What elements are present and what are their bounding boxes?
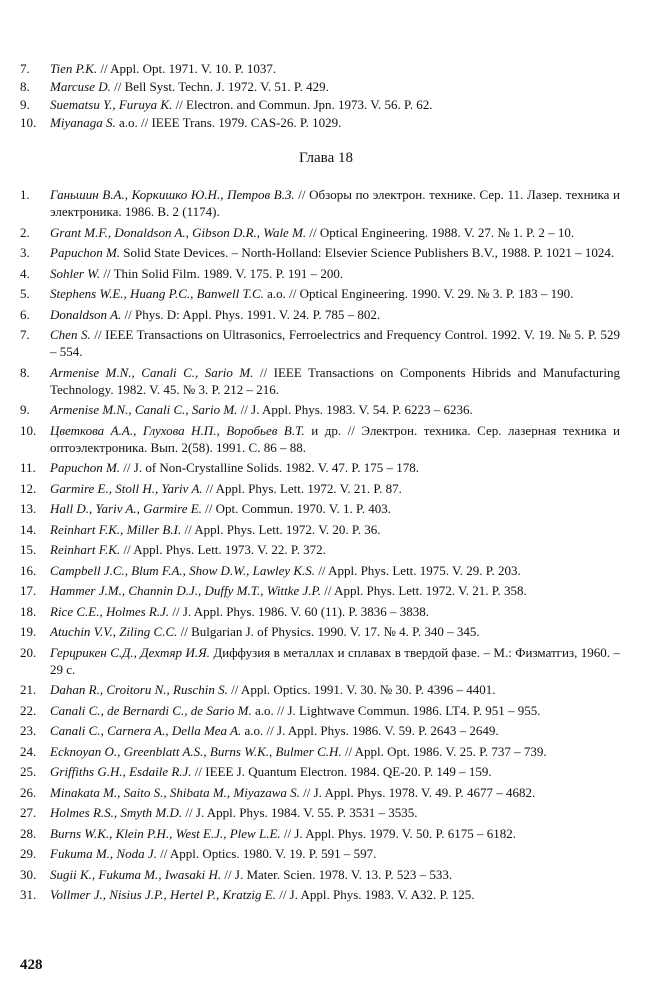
reference-authors: Holmes R.S., Smyth M.D. bbox=[50, 805, 183, 820]
reference-number: 1. bbox=[20, 187, 30, 202]
reference-source: // Appl. Phys. Lett. 1975. V. 29. P. 203. bbox=[315, 562, 521, 578]
reference-item bbox=[20, 521, 620, 538]
reference-number: 3. bbox=[20, 245, 30, 260]
reference-source: a.o. // J. Appl. Phys. 1986. V. 59. P. 2643 – 2649. bbox=[241, 723, 499, 738]
reference-source: // Opt. Commun. 1970. V. 1. P. 403. bbox=[201, 501, 392, 516]
page-number: 428 bbox=[20, 957, 43, 973]
reference-source: и др. // Электрон. техника. Сер. лазерная техника и оптоэлектроника. Вып. 2(58). 1991. С. 86 – 88. bbox=[50, 422, 620, 455]
reference-number: 16. bbox=[20, 562, 37, 578]
reference-authors: Цветкова А.А., Глухова Н.П., Воробьев В.Т. bbox=[50, 422, 305, 438]
reference-number: 20. bbox=[20, 644, 37, 660]
reference-source: // Thin Solid Film. 1989. V. 175. P. 191 – 200. bbox=[100, 265, 344, 281]
reference-item bbox=[20, 186, 620, 220]
reference-source: // Optical Engineering. 1988. V. 27. № 1. P. 2 – 10. bbox=[306, 224, 575, 240]
reference-number: 30. bbox=[20, 866, 37, 882]
reference-source: // J. Appl. Phys. 1983. V. 54. P. 6223 – 6236. bbox=[237, 402, 473, 417]
reference-number: 28. bbox=[20, 825, 37, 841]
reference-item bbox=[20, 265, 620, 282]
reference-authors: Minakata M., Saito S., Shibata M., Miyazawa S. bbox=[50, 784, 300, 800]
reference-source: // Appl. Phys. Lett. 1973. V. 22. P. 372. bbox=[120, 542, 326, 557]
reference-item bbox=[20, 623, 620, 640]
reference-authors: Marcuse D. bbox=[50, 79, 111, 94]
reference-number: 10. bbox=[20, 115, 37, 130]
reference-number: 6. bbox=[20, 306, 30, 322]
reference-item bbox=[20, 866, 620, 883]
reference-item bbox=[20, 114, 620, 132]
reference-source: a.o. // J. Lightwave Commun. 1986. LT4. P. 951 – 955. bbox=[251, 702, 541, 718]
reference-authors: Ecknoyan O., Greenblatt A.S., Burns W.K., Bulmer C.H. bbox=[50, 743, 342, 759]
reference-source: // J. Appl. Phys. 1979. V. 50. P. 6175 – 6182. bbox=[280, 825, 517, 841]
reference-authors: Canali C., Carnera A., Della Mea A. bbox=[50, 723, 242, 738]
reference-item bbox=[20, 603, 620, 620]
reference-source: // Appl. Opt. 1971. V. 10. P. 1037. bbox=[97, 61, 277, 76]
reference-number: 5. bbox=[20, 286, 30, 301]
reference-source: // J. of Non-Crystalline Solids. 1982. V. 47. P. 175 – 178. bbox=[120, 460, 419, 475]
reference-item bbox=[20, 78, 620, 96]
reference-item bbox=[20, 500, 620, 517]
reference-number: 7. bbox=[20, 61, 30, 76]
reference-item bbox=[20, 541, 620, 558]
reference-number: 19. bbox=[20, 624, 37, 639]
reference-source: // Bulgarian J. of Physics. 1990. V. 17. № 4. P. 340 – 345. bbox=[177, 624, 480, 639]
reference-authors: Герцрикен С.Д., Дехтяр И.Я. bbox=[50, 644, 210, 660]
reference-number: 10. bbox=[20, 422, 37, 438]
reference-authors: Donaldson A. bbox=[50, 306, 122, 322]
reference-number: 4. bbox=[20, 265, 30, 281]
reference-number: 17. bbox=[20, 583, 37, 598]
reference-authors: Armenise M.N., Canali C., Sario M. bbox=[50, 364, 254, 380]
reference-source: // Appl. Phys. Lett. 1972. V. 21. P. 358. bbox=[321, 583, 527, 598]
reference-source: // Phys. D: Appl. Phys. 1991. V. 24. P. 785 – 802. bbox=[121, 306, 381, 322]
reference-item bbox=[20, 306, 620, 323]
reference-source: // Appl. Opt. 1986. V. 25. P. 737 – 739. bbox=[341, 743, 547, 759]
reference-item bbox=[20, 422, 620, 456]
reference-number: 27. bbox=[20, 805, 37, 820]
reference-item bbox=[20, 60, 620, 78]
reference-number: 24. bbox=[20, 743, 37, 759]
reference-source: // J. Appl. Phys. 1986. V. 60 (11). P. 3836 – 3838. bbox=[169, 603, 429, 619]
reference-authors: Ганьшин В.А., Коркишко Ю.Н., Петров В.З. bbox=[50, 187, 295, 202]
reference-item bbox=[20, 480, 620, 497]
reference-number: 2. bbox=[20, 224, 30, 240]
reference-number: 13. bbox=[20, 501, 37, 516]
reference-authors: Papuchon M. bbox=[50, 245, 121, 260]
reference-authors: Sohler W. bbox=[50, 265, 101, 281]
reference-source: // J. Appl. Phys. 1983. V. A32. P. 125. bbox=[275, 887, 475, 902]
reference-authors: Stephens W.E., Huang P.C., Banwell T.C. bbox=[50, 286, 264, 301]
reference-item bbox=[20, 285, 620, 302]
reference-item bbox=[20, 763, 620, 780]
reference-source: // J. Appl. Phys. 1984. V. 55. P. 3531 – 3535. bbox=[182, 805, 418, 820]
reference-number: 9. bbox=[20, 402, 30, 417]
reference-authors: Rice C.E., Holmes R.J. bbox=[50, 603, 170, 619]
reference-source: a.o. // IEEE Trans. 1979. CAS-26. P. 1029. bbox=[115, 115, 342, 130]
reference-item bbox=[20, 401, 620, 418]
reference-source: a.o. // Optical Engineering. 1990. V. 29. № 3. P. 183 – 190. bbox=[263, 286, 574, 301]
reference-authors: Chen S. bbox=[50, 327, 91, 342]
reference-authors: Canali C., de Bernardi C., de Sario M. bbox=[50, 702, 252, 718]
reference-item bbox=[20, 244, 620, 261]
reference-number: 15. bbox=[20, 542, 37, 557]
reference-source: // IEEE Transactions on Components Hibrids and Manufacturing Technology. 1982. V. 45. № 3. P. 212 – 216. bbox=[50, 364, 620, 397]
reference-authors: Reinhart F.K. bbox=[50, 542, 121, 557]
chapter-18-references bbox=[20, 186, 620, 907]
reference-source: // Appl. Optics. 1991. V. 30. № 30. P. 4396 – 4401. bbox=[227, 682, 496, 697]
reference-number: 7. bbox=[20, 327, 30, 342]
reference-authors: Hammer J.M., Channin D.J., Duffy M.T., Wittke J.P. bbox=[50, 583, 322, 598]
reference-number: 22. bbox=[20, 702, 37, 718]
reference-authors: Papuchon M. bbox=[50, 460, 121, 475]
reference-item bbox=[20, 825, 620, 842]
reference-source: // J. Appl. Phys. 1978. V. 49. P. 4677 – 4682. bbox=[299, 784, 536, 800]
chapter-heading: Глава 18 bbox=[299, 150, 353, 166]
reference-authors: Tien P.K. bbox=[50, 61, 98, 76]
reference-authors: Reinhart F.K., Miller B.I. bbox=[50, 521, 182, 537]
reference-authors: Grant M.F., Donaldson A., Gibson D.R., Wale M. bbox=[50, 224, 307, 240]
reference-number: 29. bbox=[20, 846, 37, 861]
reference-number: 26. bbox=[20, 784, 37, 800]
reference-item bbox=[20, 804, 620, 821]
reference-source: // IEEE J. Quantum Electron. 1984. QE-20. P. 149 – 159. bbox=[191, 764, 492, 779]
reference-number: 8. bbox=[20, 364, 30, 380]
reference-number: 8. bbox=[20, 79, 30, 94]
reference-number: 23. bbox=[20, 723, 37, 738]
reference-number: 12. bbox=[20, 480, 37, 496]
reference-source: // Appl. Phys. Lett. 1972. V. 21. P. 87. bbox=[202, 480, 402, 496]
reference-item bbox=[20, 644, 620, 678]
reference-source: // J. Mater. Scien. 1978. V. 13. P. 523 – 533. bbox=[221, 866, 453, 882]
reference-item bbox=[20, 743, 620, 760]
reference-authors: Miyanaga S. bbox=[50, 115, 116, 130]
reference-item bbox=[20, 224, 620, 241]
reference-source: Solid State Devices. – North-Holland: Elsevier Science Publishers B.V., 1988. P. 1021 – 1024. bbox=[120, 245, 615, 260]
reference-number: 25. bbox=[20, 764, 37, 779]
reference-authors: Griffiths G.H., Esdaile R.J. bbox=[50, 764, 192, 779]
reference-item bbox=[20, 702, 620, 719]
reference-item bbox=[20, 562, 620, 579]
previous-chapter-references bbox=[20, 60, 620, 132]
reference-number: 18. bbox=[20, 603, 37, 619]
reference-authors: Dahan R., Croitoru N., Ruschin S. bbox=[50, 682, 228, 697]
reference-authors: Campbell J.C., Blum F.A., Show D.W., Lawley K.S. bbox=[50, 562, 316, 578]
reference-source: // Electron. and Commun. Jpn. 1973. V. 56. P. 62. bbox=[172, 97, 433, 112]
reference-source: // Appl. Phys. Lett. 1972. V. 20. P. 36. bbox=[181, 521, 381, 537]
reference-source: // Appl. Optics. 1980. V. 19. P. 591 – 597. bbox=[156, 846, 377, 861]
reference-authors: Atuchin V.V., Ziling C.C. bbox=[50, 624, 178, 639]
reference-item bbox=[20, 784, 620, 801]
reference-authors: Suematsu Y., Furuya K. bbox=[50, 97, 173, 112]
reference-item bbox=[20, 886, 620, 903]
reference-authors: Fukuma M., Noda J. bbox=[50, 846, 157, 861]
reference-item bbox=[20, 582, 620, 599]
reference-number: 31. bbox=[20, 887, 37, 902]
reference-number: 14. bbox=[20, 521, 37, 537]
reference-item bbox=[20, 326, 620, 360]
reference-authors: Sugii K., Fukuma M., Iwasaki H. bbox=[50, 866, 222, 882]
reference-authors: Burns W.K., Klein P.H., West E.J., Plew L.E. bbox=[50, 825, 281, 841]
reference-item bbox=[20, 96, 620, 114]
reference-authors: Vollmer J., Nisius J.P., Hertel P., Kratzig E. bbox=[50, 887, 276, 902]
reference-source: Диффузия в металлах и сплавах в твердой фазе. – М.: Физматгиз, 1960. – 29 с. bbox=[50, 644, 620, 677]
reference-authors: Garmire E., Stoll H., Yariv A. bbox=[50, 480, 203, 496]
reference-source: // Bell Syst. Techn. J. 1972. V. 51. P. 429. bbox=[110, 79, 329, 94]
reference-number: 9. bbox=[20, 97, 30, 112]
reference-authors: Armenise M.N., Canali C., Sario M. bbox=[50, 402, 238, 417]
reference-item bbox=[20, 681, 620, 698]
reference-source: // IEEE Transactions on Ultrasonics, Ferroelectrics and Frequency Control. 1992. V. 19. № 5. P. 529 – 554. bbox=[50, 327, 620, 359]
reference-item bbox=[20, 722, 620, 739]
reference-number: 21. bbox=[20, 682, 37, 697]
reference-source: // Обзоры по электрон. технике. Сер. 11. Лазер. техника и электроника. 1986. В. 2 (1174). bbox=[50, 187, 620, 219]
reference-number: 11. bbox=[20, 460, 36, 475]
reference-item bbox=[20, 364, 620, 398]
reference-item bbox=[20, 845, 620, 862]
reference-item bbox=[20, 459, 620, 476]
reference-authors: Hall D., Yariv A., Garmire E. bbox=[50, 501, 202, 516]
